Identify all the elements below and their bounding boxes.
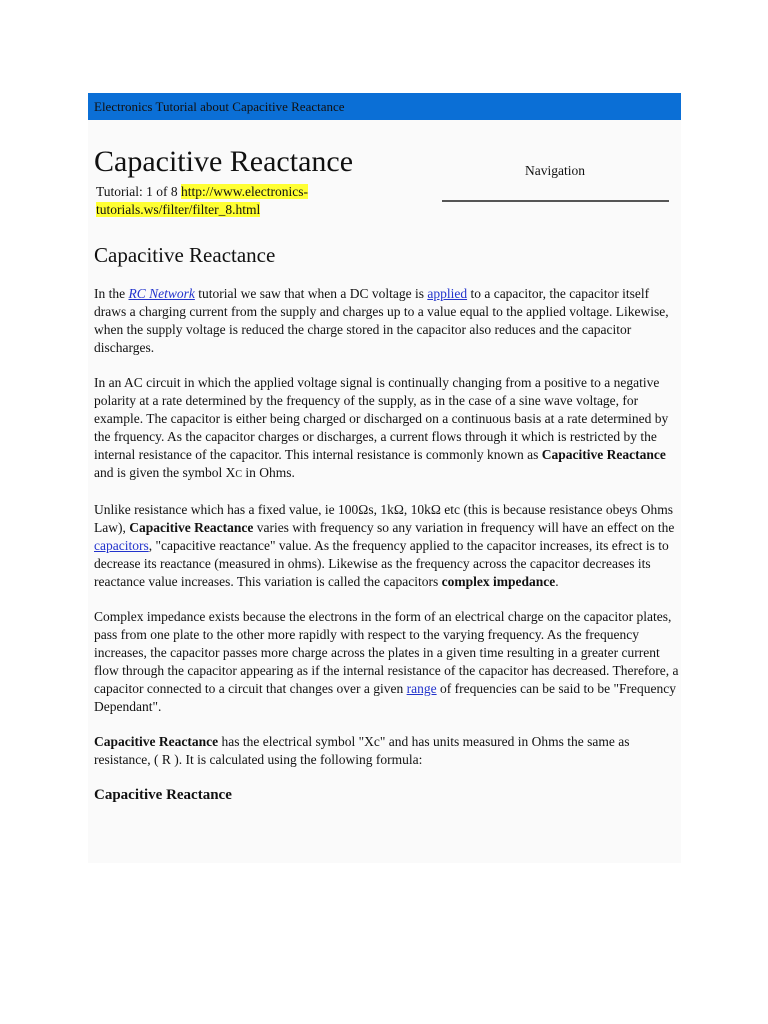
- text-run: to a capacitor, the capacitor itself draws a charging current from the supply and charges up to a value equal to the applied voltage. Likewise, when the supply voltage is reduced the charge stored in the capacitor also reduces and the capacitor discharges.: [94, 286, 669, 355]
- bold-term: Capacitive Reactance: [541, 447, 666, 462]
- bold-term: Capacitive Reactance: [129, 520, 254, 535]
- subscript-c: C: [235, 469, 243, 480]
- tutorial-url[interactable]: http://www.electronics-tutorials.ws/filter/filter_8.html: [96, 184, 308, 217]
- navigation-label[interactable]: Navigation: [525, 163, 585, 178]
- text-run: varies with frequency so any variation in frequency will have an effect on the: [253, 520, 675, 535]
- navigation-divider: [442, 200, 669, 202]
- paragraph-4: [94, 608, 679, 716]
- applied-link[interactable]: applied: [427, 286, 468, 301]
- section-heading: Capacitive Reactance: [94, 243, 276, 267]
- paragraph-5: [94, 733, 679, 769]
- text-run: tutorial we saw that when a DC voltage is: [194, 286, 428, 301]
- text-run: , "capacitive reactance" value. As the frequency applied to the capacitor increases, its efrect is to decrease its reactance (measured in ohms). Likewise as the frequency across the capacitor decreases its reactance value increases. This variation is called the capacitors: [94, 538, 669, 589]
- article-body: [94, 285, 679, 804]
- text-run: .: [555, 574, 559, 589]
- text-run: has the electrical symbol "Xc" and has units measured in Ohms the same as resistance, ( R ). It is calculated using the following formula:: [94, 734, 630, 767]
- paragraph-1: [94, 285, 679, 357]
- text-run: In the: [94, 286, 129, 301]
- text-run: Unlike resistance which has a fixed value, ie 100Ωs, 1kΩ, 10kΩ etc (this is because resistance obeys Ohms Law),: [94, 502, 673, 535]
- page-banner: [88, 93, 681, 120]
- tutorial-prefix: Tutorial: 1 of 8: [96, 184, 182, 199]
- tutorial-line: [96, 183, 386, 219]
- range-link[interactable]: range: [406, 681, 437, 696]
- subheading: Capacitive Reactance: [94, 787, 232, 803]
- capacitors-link[interactable]: capacitors: [94, 538, 149, 553]
- bold-term: complex impedance: [441, 574, 556, 589]
- text-run: of frequencies can be said to be "Frequency Dependant".: [94, 681, 677, 714]
- document-page: [88, 93, 681, 863]
- banner-text: Electronics Tutorial about Capacitive Reactance: [94, 99, 345, 114]
- bold-term: Capacitive Reactance: [94, 734, 219, 749]
- rc-network-link[interactable]: RC Network: [128, 286, 195, 301]
- text-run: Complex impedance exists because the electrons in the form of an electrical charge on the capacitor plates, pass from one plate to the other more rapidly with respect to the varying frequency. As the frequency increases, the capacitor passes more charge across the plates in a given time resulting in a greater current flow through the capacitor appearing as if the internal resistance of the capacitor has decreased. Therefore, a capacitor connected to a circuit that changes over a given: [94, 609, 679, 696]
- text-run: in Ohms.: [242, 465, 295, 480]
- text-run: and is given the symbol X: [94, 465, 236, 480]
- text-run: In an AC circuit in which the applied voltage signal is continually changing from a positive to a negative polarity at a rate determined by the frequency of the supply, as in the case of a sine wave voltage, for example. The capacitor is either being charged or discharged on a continuous basis at a rate determined by the frquency. As the capacitor charges or discharges, a current flows through it which is restricted by the internal resistance of the capacitor. This internal resistance is commonly known as: [94, 375, 669, 462]
- paragraph-3: [94, 501, 679, 591]
- paragraph-2: [94, 374, 679, 484]
- page-title: Capacitive Reactance: [94, 145, 354, 178]
